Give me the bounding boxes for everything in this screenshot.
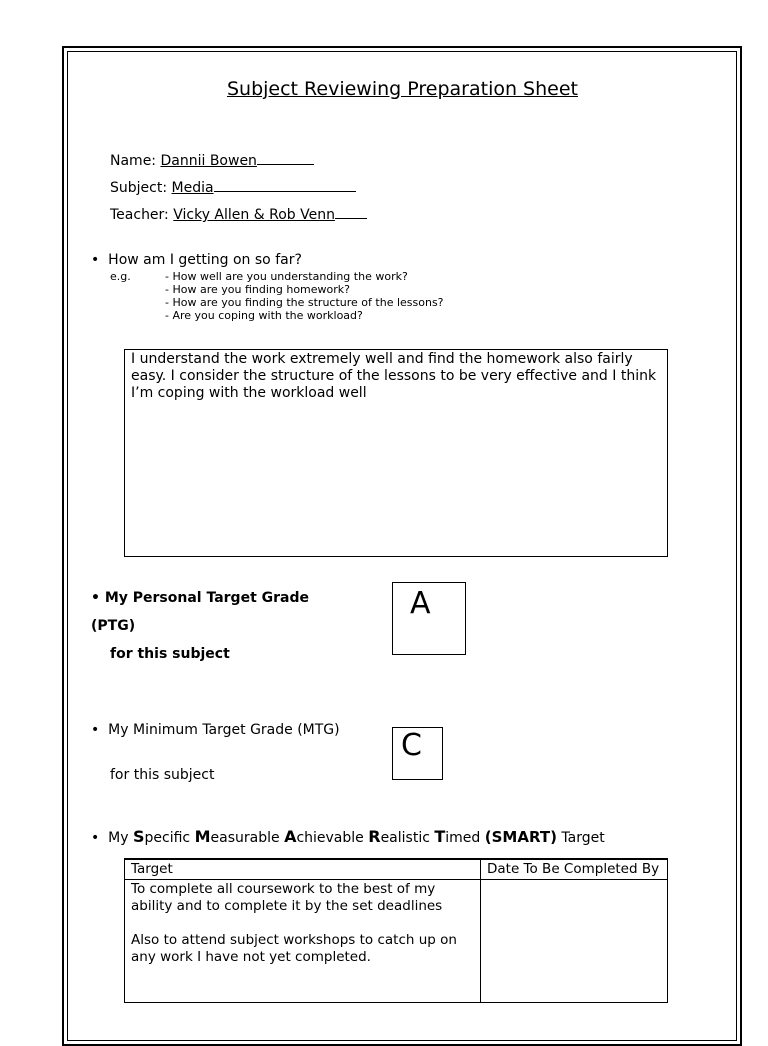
smart-heading-part: My	[108, 830, 133, 846]
table-row	[125, 880, 668, 1003]
eg-label: e.g.	[110, 270, 131, 283]
subject-field	[110, 178, 356, 196]
subject-label: Subject:	[110, 180, 168, 196]
subject-value: Media	[171, 180, 214, 196]
prompt-list	[165, 270, 444, 322]
smart-heading-initial: A	[284, 827, 297, 846]
ptg-grade-box	[392, 582, 466, 655]
teacher-label: Teacher:	[110, 207, 169, 223]
smart-heading-initial: R	[368, 827, 381, 846]
mtg-line1: My Minimum Target Grade (MTG)	[108, 722, 340, 738]
mtg-grade: C	[401, 728, 422, 763]
bullet-icon: •	[91, 252, 100, 268]
smart-heading-part: easurable	[210, 830, 285, 846]
col-target-header: Target	[125, 859, 481, 880]
prompt-item: - How are you finding the structure of the lessons?	[165, 296, 444, 309]
mtg-line2: for this subject	[110, 767, 215, 783]
ptg-label	[91, 584, 309, 668]
ptg-line2: (PTG)	[91, 618, 136, 634]
target-paragraph: To complete all coursework to the best of my ability and to complete it by the set deadlines	[131, 881, 443, 914]
ptg-grade: A	[410, 586, 431, 621]
mtg-grade-box	[392, 727, 443, 780]
progress-answer-box[interactable]: I understand the work extremely well and find the homework also fairly easy. I consider the structure of the lessons to be very effective and I think I’m coping with the workload well	[124, 349, 668, 557]
ptg-line3: for this subject	[110, 646, 230, 662]
ptg-line1: My Personal Target Grade	[104, 590, 309, 606]
prompt-item: - Are you coping with the workload?	[165, 309, 363, 322]
smart-heading-initial: T	[434, 827, 446, 846]
prompt-item: - How are you finding homework?	[165, 283, 350, 296]
name-field	[110, 151, 314, 169]
bullet-icon: •	[91, 830, 100, 846]
smart-heading-initial: S	[133, 827, 145, 846]
name-value: Dannii Bowen	[160, 153, 257, 169]
teacher-field	[110, 205, 367, 223]
teacher-value: Vicky Allen & Rob Venn	[173, 207, 335, 223]
table-header-row	[125, 859, 668, 880]
prompt-item: - How well are you understanding the work?	[165, 270, 408, 283]
bullet-icon: •	[91, 590, 100, 606]
smart-target-table	[124, 858, 668, 1003]
smart-heading-part: ealistic	[380, 830, 435, 846]
smart-heading-part: imed	[445, 830, 485, 846]
progress-question-text: How am I getting on so far?	[108, 252, 302, 268]
target-cell[interactable]	[125, 880, 481, 1003]
bullet-icon: •	[91, 722, 100, 738]
progress-question	[91, 252, 302, 268]
subject-underline	[214, 178, 356, 192]
target-paragraph: Also to attend subject workshops to catch up on any work I have not yet completed.	[131, 932, 457, 965]
name-label: Name:	[110, 153, 157, 169]
name-underline	[257, 151, 314, 165]
date-cell[interactable]	[481, 880, 668, 1003]
teacher-underline	[335, 205, 367, 219]
smart-heading-initial: M	[194, 827, 211, 846]
smart-heading-part: pecific	[144, 830, 195, 846]
page-title: Subject Reviewing Preparation Sheet	[226, 78, 578, 100]
smart-heading	[91, 827, 605, 846]
smart-heading-part: chievable	[296, 830, 369, 846]
col-date-header: Date To Be Completed By	[481, 859, 668, 880]
smart-heading-acronym: (SMART)	[484, 828, 557, 846]
smart-heading-part: Target	[556, 830, 605, 846]
mtg-label	[91, 722, 340, 738]
